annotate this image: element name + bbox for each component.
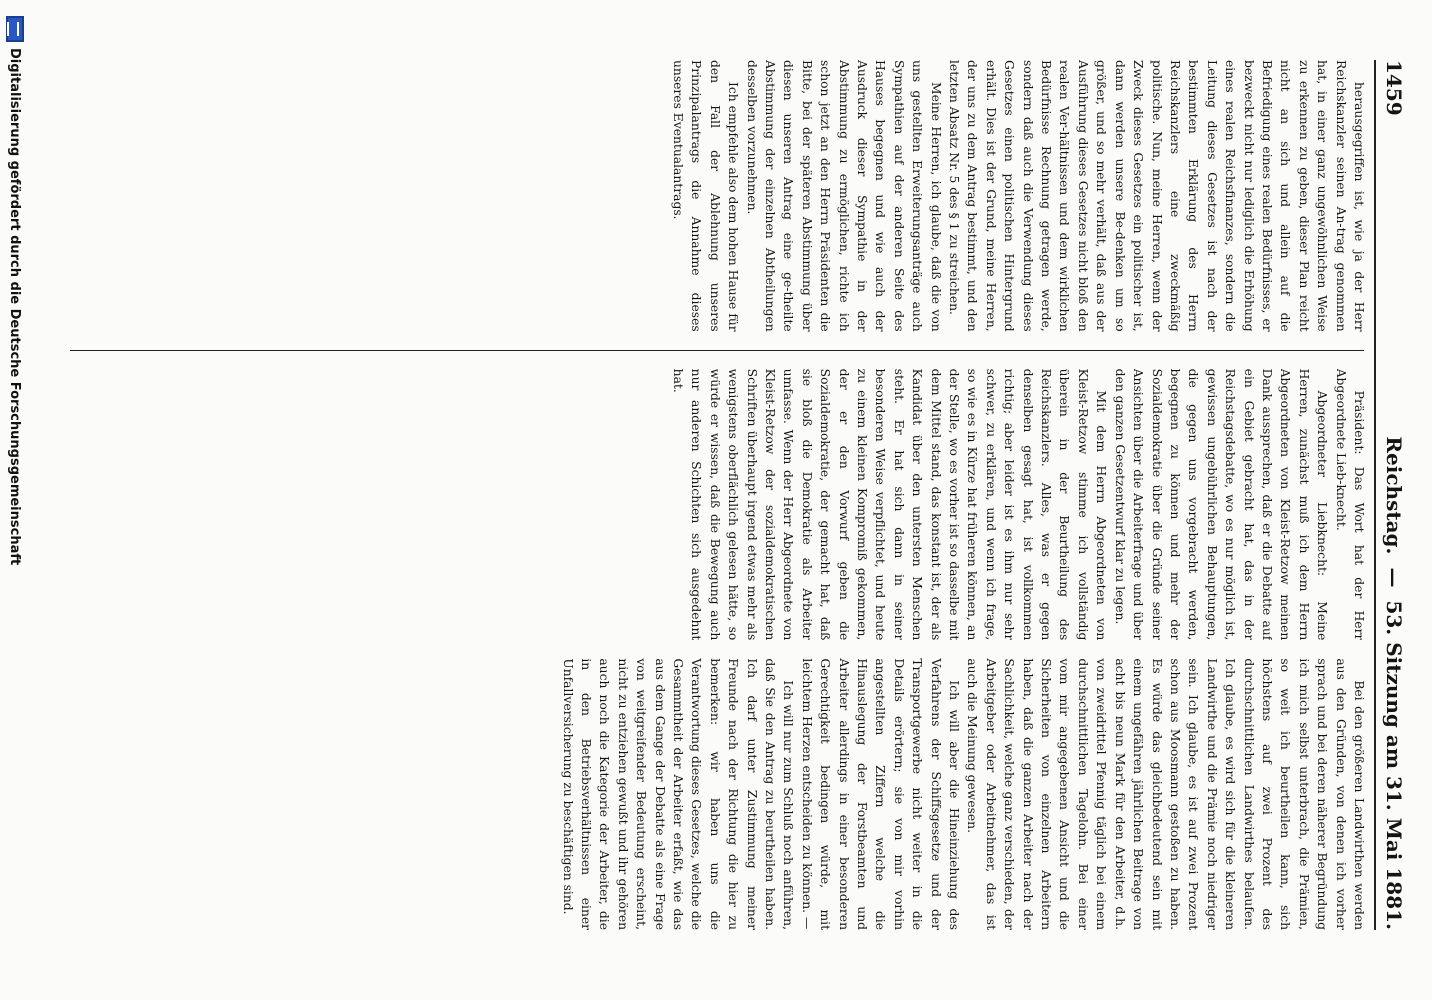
text-columns — [70, 60, 1368, 930]
paragraph: Ich empfehle also dem hohen Hause für den Fall der Ablehnung unseres Prinzipalantrags die Annahme dieses unseres Eventualantrags. — [670, 60, 741, 332]
column-left — [70, 60, 1368, 332]
column-middle — [70, 369, 1368, 641]
paragraph: herausgegriffen ist, wie ja der Herr Reichskanzler seinen An-trag genommen hat, in einer ganz ungewöhnlichen Weise zu erkennen zu geben, dieser Plan reicht nicht an sich und allein auf die Befriedigung eines realen Bedürfnisses, er bezweckt nicht nur lediglich die Erhöhung eines realen Reichsfinanzes, sondern die Leitung dieses Gesetzes ist nach der bestimmten Erklärung des Herrn Reichskanzlers eine zweckmäßig politische. Nun, meine Herren, wenn der Zweck dieses Gesetzes ein politischer ist, dann werden unsere Be-denken um so größer, und so mehr verhält, daß aus der Ausführung dieses Gesetzes nicht bloß den realen Ver-hältnissen und dem wirklichen Bedürfnisse Rechnung getragen werde, sondern daß auch die Verwendung dieses Gesetzes einen politischen Hintergrund erhält. Dies ist der Grund, meine Herren, der uns zu dem Antrag bestimmt, und den letzten Absatz Nr. 5 des § 1 zu streichen. — [947, 60, 1366, 332]
header-dash: — — [1382, 567, 1406, 588]
paragraph-speaker: Abgeordneter Liebknecht: Meine Herren, zunächst muß ich dem Herrn Abgeordneten von Kleist-Retzow meinen Dank aussprechen, daß er die Debatte auf ein Gebiet gebracht hat, das in der Reichstagsdebatte, wo es nur möglich ist, gewissen ungebührlichen Behauptungen, die gegen uns vorgebracht werden, begegnen zu können und mehr der Sozialdemokratie über die Gründe seiner Ansichten über die Arbeiterfrage und über den ganzen Gesetzentwurf klar zu legen. — [1112, 368, 1330, 641]
dfg-logo-icon — [6, 16, 24, 42]
column-right — [70, 658, 1368, 930]
column-divider — [70, 350, 1364, 351]
paragraph: Meine Herren, ich glaube, daß die von uns gestellten Erweiterungsanträge auch Sympathien auf der anderen Seite des Hauses begegnen und wie auch der Ausdruck dieser Sympathie in der Abstimmung zu ermöglichen, richte ich schon jetzt an den Herrn Präsidenten die Bitte, bei der späteren Abstimmung über diesen unseren Antrag eine ge-theilte Abstimmung der einzelnen Abtheilungen desselben vorzunehmen. — [744, 60, 943, 332]
paragraph: Ich will nur zum Schluß noch anführen, daß Sie den Antrag zu beurtheilen haben. Ich darf unter Zustimmung meiner Freunde nach der Richtung die hier zu bemerken: wir haben uns die Verantwortung dieses Gesetzes, welche die Gesammtheit der Arbeiter erfaßt, wie das aus dem Gange der Debatte als eine Frage von weitgreifender Bedeutung erscheint, nicht zu entziehen gewußt und ihr gehören auch noch die Kategorie der Arbeiter, die in den Betriebsverhältnissen einer Unfallversicherung zu beschäftigen sind. — [560, 658, 796, 931]
header-title — [1382, 436, 1406, 930]
paragraph-president: Präsident: Das Wort hat der Herr Abgeordnete Lieb-knecht. — [1333, 368, 1366, 641]
header-session: 53. Sitzung am 31. Mai 1881. — [1382, 600, 1406, 930]
page-header — [1374, 60, 1412, 930]
header-left-label: Reichstag. — [1382, 436, 1406, 555]
paragraph: Bei den größeren Landwirthen werden aus den Gründen, von denen ich vorher sprach und bei deren näherer Begründung ich mich selbst unterbrach, die Prämien, so weit ich beurtheilen kann, sich höchstens auf zwei Prozent des durchschnittlichen Landwirthes belaufen. Ich glaube, es wird sich für die kleineren Landwirthe und die Prämie noch niedriger sein. Ich glaube, es ist auf zwei Prozent schon aus Moosmann gestoßen zu haben. Es würde das gleichbedeutend sein mit einem ungefähren jährlichen Beitrage von acht bis neun Mark für den Arbeiter, d.h. von zweidrittel Pfennig täglich bei einem durchschnittlichen Tagelohn. Bei einer vom mir angegebenen Ansicht und die Sicherheiten von einzelnen Arbeitern haben, daß die ganzen Arbeiter nach der Sachlichkeit, welche ganz verschieden, der Arbeitgeber oder Arbeitnehmer, das ist auch die Meinung gewesen. — [965, 658, 1366, 931]
paragraph: Ich will aber die Hineinziehung des Verfahrens der Schiffsgesetze und der Transportgewerbe nicht weiter in die Details erörtern; sie von mir vorhin angestellten Ziffern welche die Hinauslegung der Forstbeamten und Arbeiter allerdings in einer besonderen Gerechtigkeit bedingen würde, mit leichtem Herzen entscheiden zu können. — — [799, 658, 962, 931]
page-number: 1459 — [1382, 60, 1406, 116]
paragraph: Mit dem Herrn Abgeordneten von Kleist-Retzow stimme ich vollständig überein in der Beurtheilung des Reichskanzlers. Alles, was er gegen denselben gesagt hat, ist vollkommen richtig; aber leider ist es ihm nur sehr schwer, zu erklären, und wenn ich frage, so wie es in Kürze hat früheren können, an der Stelle, wo es vorher ist so dasselbe mit dem Mittel stand, das konstant ist, der als Kandidat über den untersten Menschen steht. Er hat sich dann in seiner besonderen Weise verpflichtet, und heute zu einem kleinen Kompromiß gekommen, der er den Vorwurf geben die Sozialdemokratie, der gemacht hat, daß sie bloß die Demokratie als Arbeiter umfasse. Wenn der Herr Abgeordnete von Kleist-Retzow der sozialdemokratischen Schriften überhaupt irgend etwas mehr als wenigstens oberflächlich gelesen hätte, so würde er wissen, daß die Bewegung auch nur anderen Schichten sich ausgedehnt hat. — [670, 368, 1109, 641]
page-footer — [0, 0, 30, 1000]
footer-text: Digitalisierung gefördert durch die Deutsche Forschungsgemeinschaft — [7, 48, 23, 566]
